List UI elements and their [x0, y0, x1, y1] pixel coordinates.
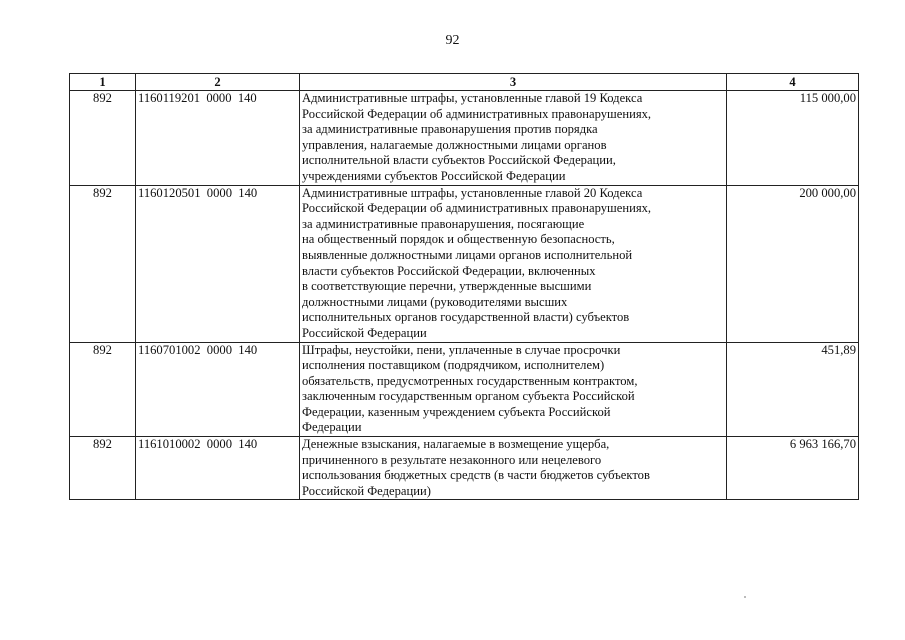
- page-number: 92: [445, 33, 460, 48]
- description-line: исполнительной власти субъектов Российской Федерации,: [302, 153, 616, 168]
- budget-classification-code: 1160119201 0000 140: [136, 91, 300, 186]
- description-line: за административные правонарушения, посягающие: [302, 216, 585, 231]
- description-line: власти субъектов Российской Федерации, включенных: [302, 263, 596, 278]
- description-line: на общественный порядок и общественную безопасность,: [302, 232, 615, 247]
- description-line: Административные штрафы, установленные главой 20 Кодекса: [302, 185, 643, 200]
- table-header: [70, 74, 859, 91]
- description-line: выявленные должностными лицами органов исполнительной: [302, 247, 633, 262]
- header-row: [70, 74, 859, 91]
- description-line: причиненного в результате незаконного или нецелевого: [302, 452, 602, 467]
- description-line: Российской Федерации: [302, 325, 427, 340]
- description-line: учреждениями субъектов Российской Федерации: [302, 168, 566, 183]
- budget-classification-code: 1161010002 0000 140: [136, 437, 300, 500]
- amount-value: 451,89: [727, 342, 859, 437]
- description-line: должностными лицами (руководителями высших: [302, 294, 568, 309]
- revenue-description: [300, 342, 727, 437]
- table-row: [70, 437, 859, 500]
- administrator-code: 892: [70, 437, 136, 500]
- description-line: Федерации, казенным учреждением субъекта Российской: [302, 404, 611, 419]
- description-line: Российской Федерации об административных правонарушениях,: [302, 201, 652, 216]
- amount-value: 115 000,00: [727, 91, 859, 186]
- description-line: Денежные взыскания, налагаемые в возмещение ущерба,: [302, 437, 610, 452]
- revenue-description: [300, 437, 727, 500]
- description-line: Российской Федерации): [302, 483, 431, 498]
- table-row: [70, 342, 859, 437]
- budget-classification-code: 1160701002 0000 140: [136, 342, 300, 437]
- budget-classification-code: 1160120501 0000 140: [136, 185, 300, 342]
- administrator-code: 892: [70, 185, 136, 342]
- column-header-1: 1: [70, 74, 136, 91]
- description-line: за административные правонарушения против порядка: [302, 122, 598, 137]
- description-line: в соответствующие перечни, утвержденные высшими: [302, 279, 592, 294]
- description-line: исполнительных органов государственной власти) субъектов: [302, 310, 630, 325]
- table-body: [70, 91, 859, 500]
- description-line: Российской Федерации об административных правонарушениях,: [302, 106, 652, 121]
- description-line: Штрафы, неустойки, пени, уплаченные в случае просрочки: [302, 342, 621, 357]
- column-header-2: 2: [136, 74, 300, 91]
- description-line: заключенным государственным органом субъекта Российской: [302, 389, 635, 404]
- description-line: использования бюджетных средств (в части бюджетов субъектов: [302, 468, 650, 483]
- table-row: [70, 185, 859, 342]
- description-line: обязательств, предусмотренных государственным контрактом,: [302, 373, 638, 388]
- revenue-table: [69, 73, 859, 500]
- scan-artifact: [744, 596, 746, 598]
- revenue-description: [300, 185, 727, 342]
- table-row: [70, 91, 859, 186]
- revenue-description: [300, 91, 727, 186]
- column-header-4: 4: [727, 74, 859, 91]
- amount-value: 200 000,00: [727, 185, 859, 342]
- description-line: управления, налагаемые должностными лицами органов: [302, 137, 607, 152]
- description-line: Федерации: [302, 420, 362, 435]
- column-header-3: 3: [300, 74, 727, 91]
- amount-value: 6 963 166,70: [727, 437, 859, 500]
- administrator-code: 892: [70, 91, 136, 186]
- description-line: исполнения поставщиком (подрядчиком, исполнителем): [302, 358, 605, 373]
- administrator-code: 892: [70, 342, 136, 437]
- description-line: Административные штрафы, установленные главой 19 Кодекса: [302, 91, 643, 105]
